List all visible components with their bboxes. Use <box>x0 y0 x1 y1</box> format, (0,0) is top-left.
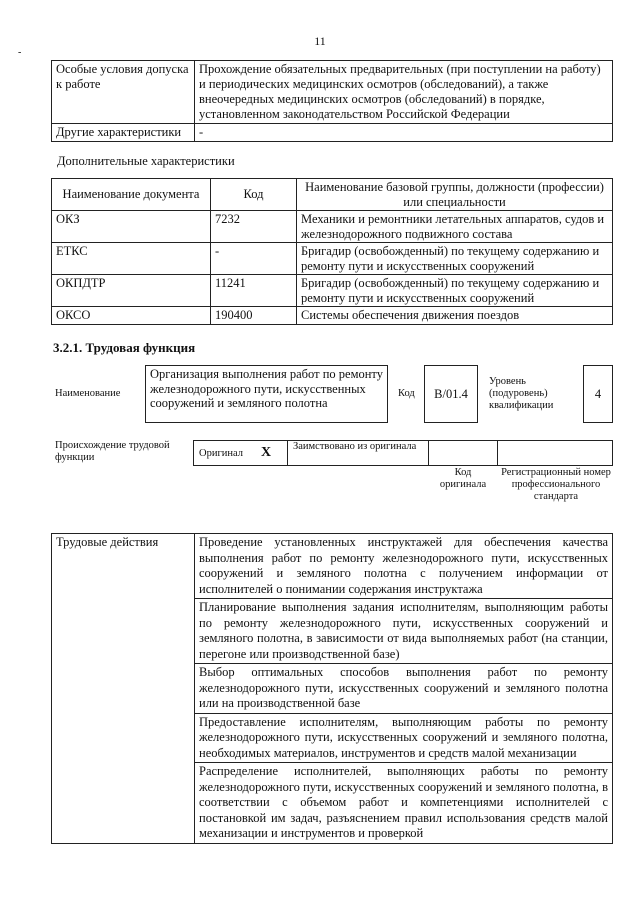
divider <box>497 440 498 466</box>
table-row <box>52 243 613 275</box>
actions-label: Трудовые действия <box>52 534 195 844</box>
divider <box>428 440 429 466</box>
cell: 190400 <box>211 307 297 325</box>
original-label: Оригинал <box>199 448 243 459</box>
function-name: Организация выполнения работ по ремонту железнодорожного пути, искусственных сооружений и земляного полотна <box>145 365 388 423</box>
borrowed-label: Заимствовано из оригинала <box>293 441 417 452</box>
reg-number-label: Регистрационный номер профессионального стандарта <box>501 467 611 502</box>
additional-title: Дополнительные характеристики <box>57 154 235 168</box>
other-value: - <box>195 124 613 142</box>
cell: - <box>211 243 297 275</box>
origin-label: Происхождение трудовой функции <box>55 440 170 463</box>
cell: 7232 <box>211 211 297 243</box>
cell: Бригадир (освобожденный) по текущему содержанию и ремонту пути и искусственных сооружений <box>297 275 613 307</box>
header-name: Наименование базовой группы, должности (профессии) или специальности <box>297 179 613 211</box>
code-label: Код <box>398 388 415 399</box>
divider <box>287 440 288 466</box>
action-item: Предоставление исполнителям, выполняющим работы по ремонту железнодорожного пути, искусственных сооружений и земляного полотна, необходимых материалов, инструментов и средств малой механизации <box>195 713 613 763</box>
name-label: Наименование <box>55 388 121 399</box>
other-label: Другие характеристики <box>52 124 195 142</box>
cell: ОКПДТР <box>52 275 211 307</box>
function-code: В/01.4 <box>424 365 478 423</box>
cell: Бригадир (освобожденный) по текущему содержанию и ремонту пути и искусственных сооружений <box>297 243 613 275</box>
cell: Системы обеспечения движения поездов <box>297 307 613 325</box>
action-item: Выбор оптимальных способов выполнения работ по ремонту железнодорожного пути, искусственных сооружений и земляного полотна или на производственной базе <box>195 664 613 714</box>
original-mark: X <box>261 445 272 460</box>
table-row <box>52 307 613 325</box>
level-value: 4 <box>583 365 613 423</box>
header-code: Код <box>211 179 297 211</box>
level-label: Уровень (подуровень) квалификации <box>489 376 554 411</box>
table-row <box>52 275 613 307</box>
classifier-table <box>51 178 613 325</box>
header-doc: Наименование документа <box>52 179 211 211</box>
cell: ЕТКС <box>52 243 211 275</box>
admission-value: Прохождение обязательных предварительных (при поступлении на работу) и периодических медицинских осмотров (обследований), а также внеочередных медицинских осмотров (обследований) в порядке, установленном законодательством Российской Федерации <box>195 61 613 124</box>
table-row <box>52 61 613 124</box>
cell: Механики и ремонтники летательных аппаратов, судов и железнодорожного подвижного состава <box>297 211 613 243</box>
table-header <box>52 179 613 211</box>
labor-actions-table <box>51 533 613 844</box>
admission-label: Особые условия допуска к работе <box>52 61 195 124</box>
action-item: Планирование выполнения задания исполнителям, выполняющим работы по ремонту железнодорожного пути, искусственных сооружений и земляного полотна, в зависимости от вида выполняемых работ (на станции, перегоне или производственной базе) <box>195 599 613 664</box>
code-original-label: Код оригинала <box>439 467 487 490</box>
table-row <box>52 211 613 243</box>
section-heading: 3.2.1. Трудовая функция <box>53 340 196 355</box>
action-item: Проведение установленных инструктажей для обеспечения качества выполнения работ по ремонту железнодорожного пути, искусственных сооружений и земляного полотна с получением информации от исполнителей о понимании содержания инструктажа <box>195 534 613 599</box>
page-number: 11 <box>314 34 326 48</box>
cell: 11241 <box>211 275 297 307</box>
cell: ОКСО <box>52 307 211 325</box>
action-item: Распределение исполнителей, выполняющих работы по ремонту железнодорожного пути, искусственных сооружений и земляного полотна, в соответствии с объемом работ и компетенциями исполнителей с постановкой им задач, разъяснением правил использования средств малой механизации и инструментов и проверкой <box>195 763 613 844</box>
admission-table <box>51 60 613 142</box>
table-row <box>52 124 613 142</box>
margin-mark: - <box>18 47 22 58</box>
table-row <box>52 534 613 599</box>
cell: ОКЗ <box>52 211 211 243</box>
